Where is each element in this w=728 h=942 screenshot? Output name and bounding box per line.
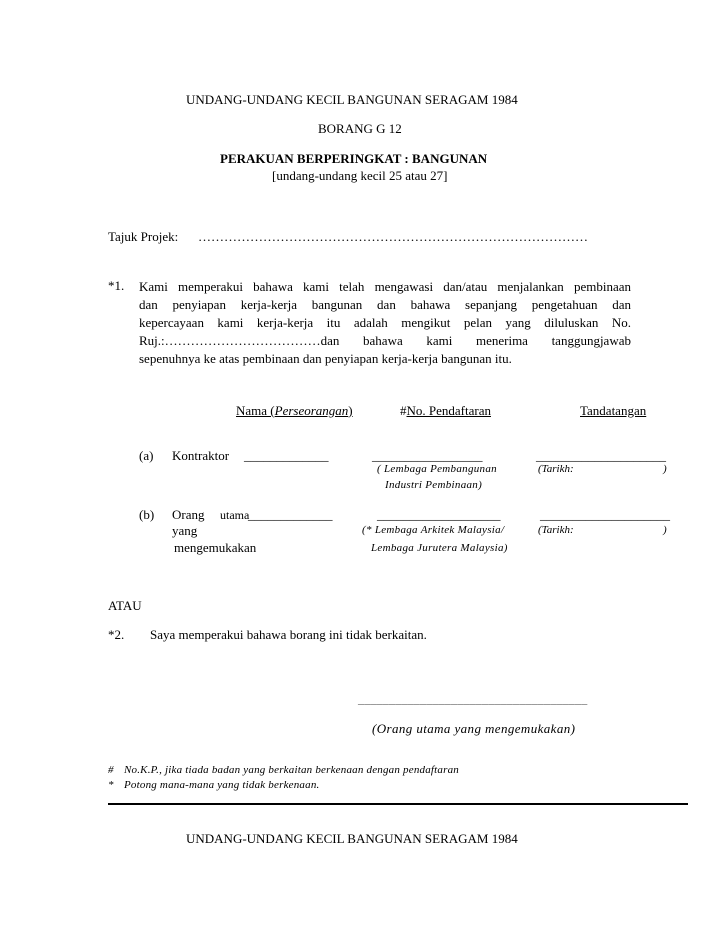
row-b-registration-note: (* Lembaga Arkitek Malaysia/ — [362, 524, 505, 536]
row-a-registration-note: ( Lembaga Pembangunan — [377, 463, 497, 475]
document-title: UNDANG-UNDANG KECIL BANGUNAN SERAGAM 1984 — [186, 92, 518, 107]
signature-caption: (Orang utama yang mengemukakan) — [372, 721, 576, 736]
row-b-name-1b: utama — [220, 508, 250, 522]
row-a-signature-blank[interactable]: ____________________ — [536, 448, 666, 463]
form-heading: PERAKUAN BERPERINGKAT : BANGUNAN — [220, 151, 488, 166]
clause-1-line: Kami memperakui bahawa kami telah mengawasi dan/atau menjalankan pembinaan — [139, 279, 631, 294]
hash-mark: # — [400, 403, 407, 418]
atau-label: ATAU — [108, 598, 142, 613]
clause-2-text: Saya memperakui bahawa borang ini tidak berkaitan. — [150, 627, 427, 642]
column-no-pendaftaran — [400, 403, 491, 419]
footnote-mark: # — [108, 764, 114, 776]
footer-title: UNDANG-UNDANG KECIL BANGUNAN SERAGAM 1984 — [186, 831, 518, 846]
clause-2-number: *2. — [108, 627, 125, 642]
divider-line — [108, 803, 688, 805]
clause-1-line: dan penyiapan kerja-kerja bangunan dan bahawa sepanjang pengetahuan dan — [139, 297, 631, 312]
footnote-mark: * — [108, 779, 114, 791]
signature-blank[interactable]: _____________________________________ — [358, 692, 588, 706]
column-nama-post: ) — [348, 403, 353, 418]
clause-1-number: *1. — [108, 278, 125, 293]
clause-1-line: sepenuhnya ke atas pembinaan dan penyiapan kerja-kerja bangunan itu. — [139, 351, 512, 366]
row-b-date-close: ) — [663, 524, 667, 536]
row-b-name-blank[interactable]: _____________ — [248, 507, 333, 522]
row-a-date-close: ) — [663, 463, 667, 475]
row-b-name-2: yang — [172, 523, 198, 538]
row-b-registration-note: Lembaga Jurutera Malaysia) — [371, 542, 508, 554]
project-label: Tajuk Projek: — [108, 229, 179, 244]
row-b-date-label: (Tarikh: — [538, 524, 574, 536]
footnote-text: Potong mana-mana yang tidak berkenaan. — [124, 779, 320, 791]
clause-1-line: kepercayaan kami kerja-kerja itu adalah mengikut pelan yang diluluskan No. — [139, 315, 631, 330]
row-a-label: (a) — [139, 448, 154, 463]
form-number: BORANG G 12 — [318, 121, 402, 136]
column-nama-pre: Nama ( — [236, 403, 275, 418]
clause-1-line: Ruj.:………………………………dan bahawa kami menerima tanggungjawab — [139, 333, 631, 348]
project-dots[interactable]: ……………………………………………………………………………… — [198, 229, 588, 244]
no-pendaftaran-label: No. Pendaftaran — [406, 403, 491, 418]
column-nama — [236, 403, 353, 419]
row-a-registration-blank[interactable]: _________________ — [372, 448, 483, 463]
column-nama-italic: Perseorangan — [274, 403, 349, 418]
column-tandatangan: Tandatangan — [580, 403, 647, 418]
row-b-signature-blank[interactable]: ____________________ — [540, 507, 670, 522]
row-a-name-blank[interactable]: _____________ — [244, 448, 329, 463]
row-b-label: (b) — [139, 507, 155, 522]
row-a-name: Kontraktor — [172, 448, 230, 463]
row-a-registration-note: Industri Pembinaan) — [385, 479, 483, 491]
row-b-registration-blank[interactable]: ___________________ — [377, 507, 501, 522]
footnote-text: No.K.P., jika tiada badan yang berkaitan berkenaan dengan pendaftaran — [124, 764, 460, 776]
row-b-name-3: mengemukakan — [174, 540, 257, 555]
row-a-date-label: (Tarikh: — [538, 463, 574, 475]
form-subheading: [undang-undang kecil 25 atau 27] — [272, 168, 448, 183]
row-b-name-1: Orang — [172, 507, 205, 522]
